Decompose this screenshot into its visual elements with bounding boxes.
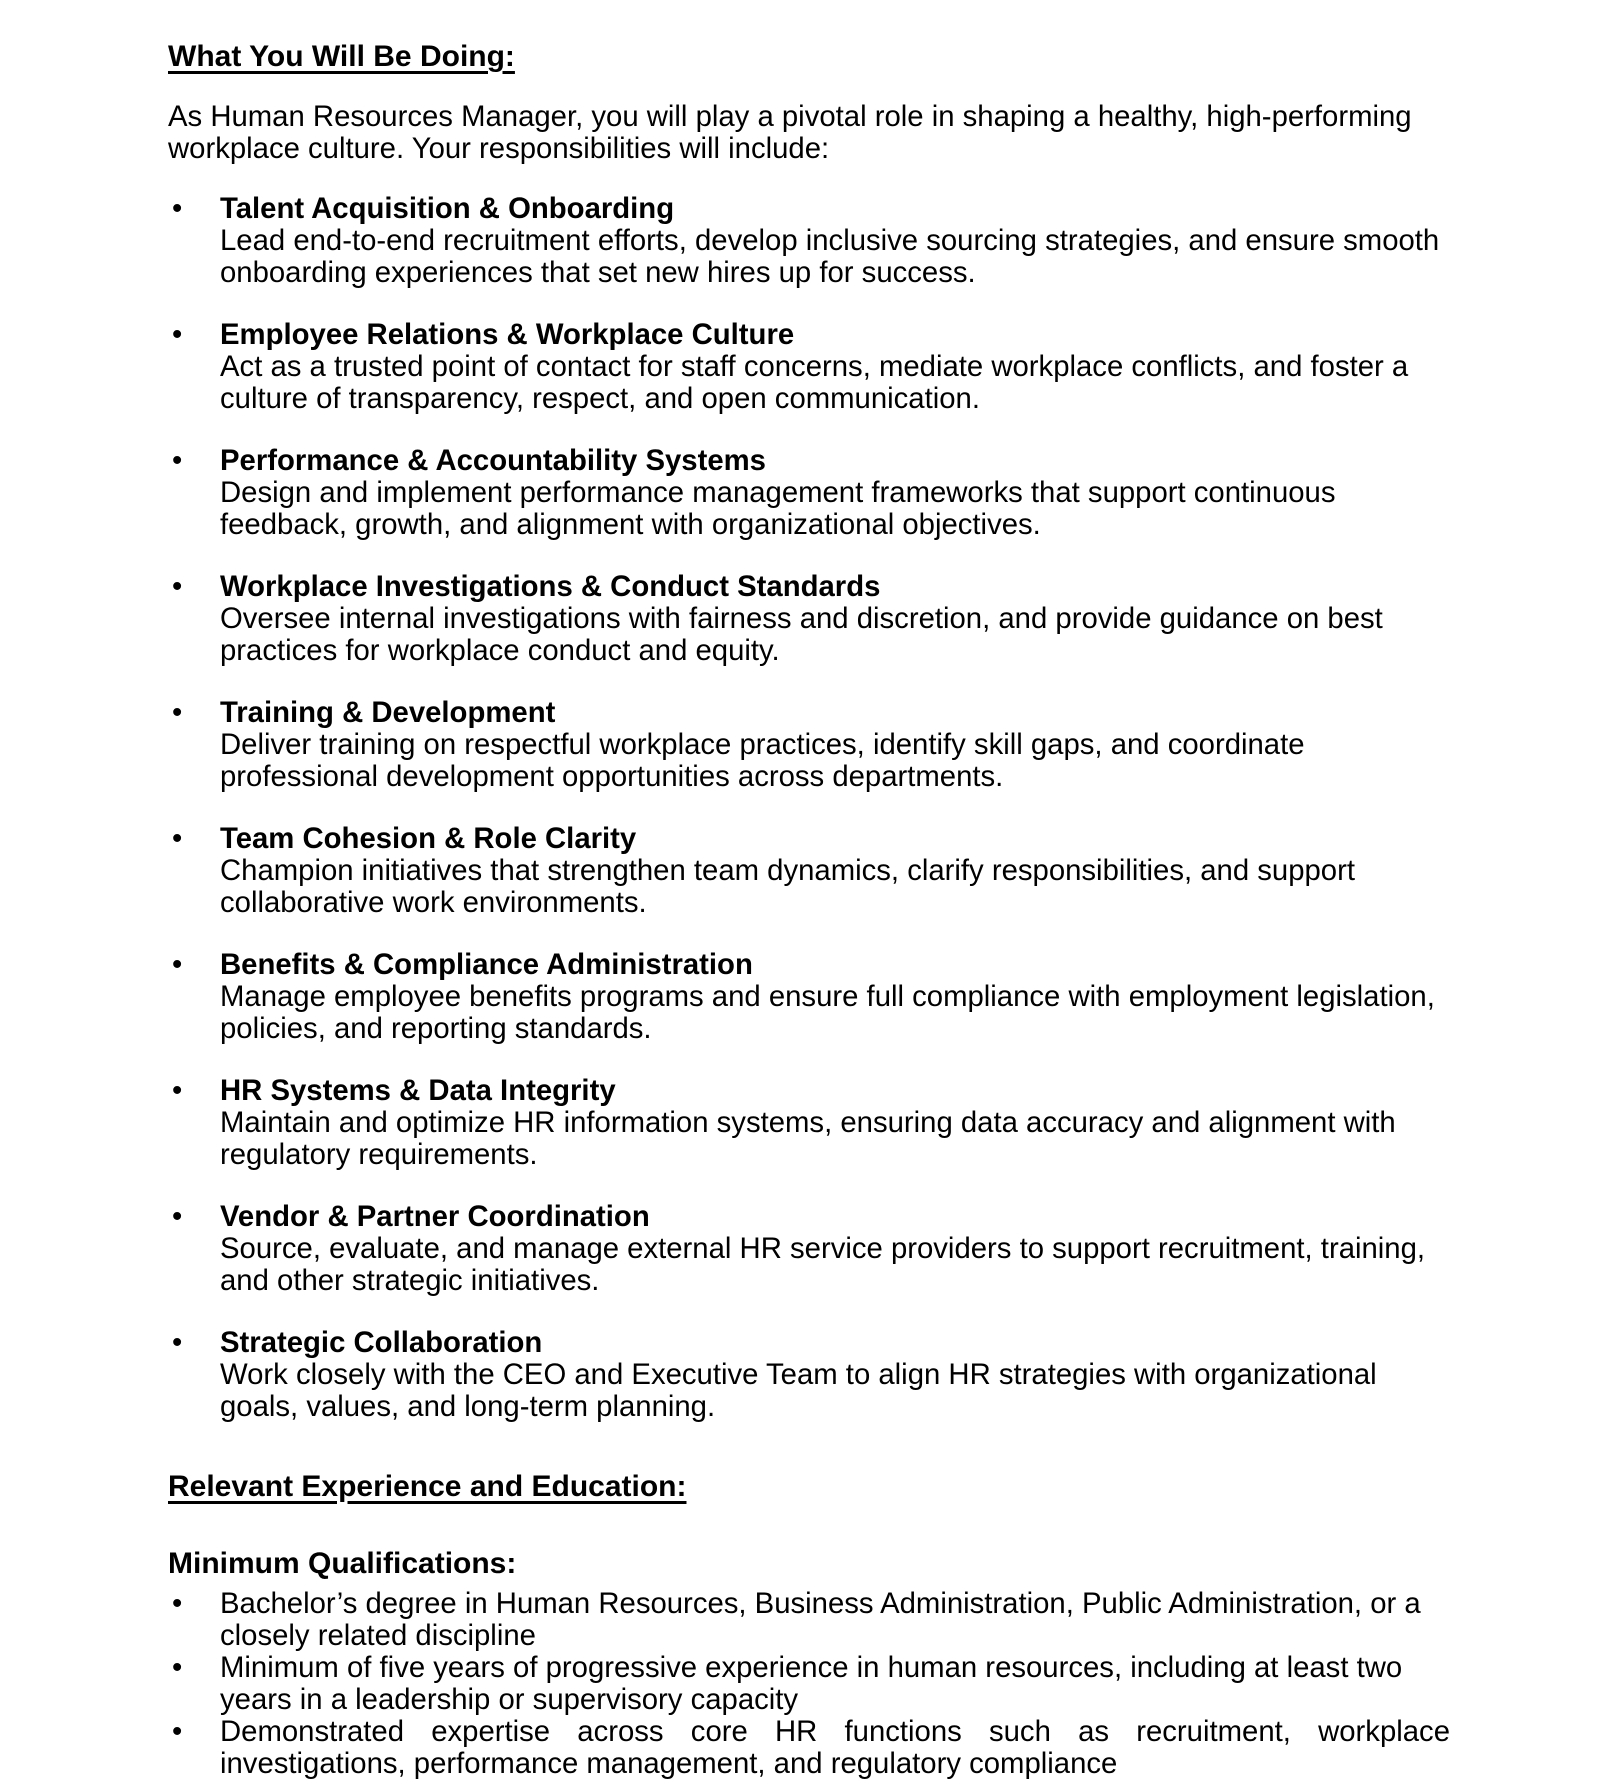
list-item [168, 319, 1450, 415]
list-item [168, 1327, 1450, 1423]
section-what-you-will-be-doing [168, 40, 1450, 101]
responsibility-title: Training & Development [220, 696, 556, 729]
responsibility-desc: Maintain and optimize HR information systems, ensuring data accuracy and alignment with regulatory requirements. [220, 1106, 1396, 1171]
bullet-icon: • [172, 318, 183, 351]
qualification-text: Demonstrated expertise across core HR functions such as recruitment, workplace investigations, performance management, and regulatory compliance [220, 1715, 1450, 1780]
list-item [168, 1652, 1450, 1716]
bullet-icon: • [172, 1326, 183, 1359]
responsibility-title: Performance & Accountability Systems [220, 444, 766, 477]
responsibility-title: HR Systems & Data Integrity [220, 1074, 616, 1107]
qualifications-list [168, 1588, 1450, 1780]
responsibility-desc: Work closely with the CEO and Executive Team to align HR strategies with organizational goals, values, and long-term planning. [220, 1358, 1377, 1423]
responsibility-desc: Act as a trusted point of contact for staff concerns, mediate workplace conflicts, and foster a culture of transparency, respect, and open communication. [220, 350, 1409, 415]
responsibility-title: Team Cohesion & Role Clarity [220, 822, 637, 855]
responsibility-desc: Oversee internal investigations with fairness and discretion, and provide guidance on best practices for workplace conduct and equity. [220, 602, 1383, 667]
intro-paragraph: As Human Resources Manager, you will play a pivotal role in shaping a healthy, high-performing workplace culture. Your responsibilities will include: [168, 100, 1412, 165]
qualification-text: Minimum of five years of progressive experience in human resources, including at least two years in a leadership or supervisory capacity [220, 1651, 1403, 1716]
responsibility-desc: Design and implement performance management frameworks that support continuous feedback, growth, and alignment with organizational objectives. [220, 476, 1336, 541]
responsibility-desc: Source, evaluate, and manage external HR service providers to support recruitment, training, and other strategic initiatives. [220, 1232, 1426, 1297]
responsibility-title: Benefits & Compliance Administration [220, 948, 753, 981]
list-item [168, 949, 1450, 1045]
section-heading-relevant-experience: Relevant Experience and Education: [168, 1470, 687, 1503]
section-heading-what-you-will-be-doing: What You Will Be Doing: [168, 40, 515, 73]
list-item [168, 1716, 1450, 1780]
bullet-icon: • [172, 1651, 183, 1684]
minimum-qualifications-subheading: Minimum Qualifications: [168, 1547, 517, 1580]
bullet-icon: • [172, 1715, 183, 1748]
bullet-icon: • [172, 192, 183, 225]
list-item [168, 571, 1450, 667]
responsibility-title: Strategic Collaboration [220, 1326, 543, 1359]
list-item [168, 445, 1450, 541]
responsibility-title: Employee Relations & Workplace Culture [220, 318, 795, 351]
qualification-text: Bachelor’s degree in Human Resources, Business Administration, Public Administration, or a closely related discipline [220, 1587, 1421, 1652]
responsibility-title: Workplace Investigations & Conduct Standards [220, 570, 881, 603]
bullet-icon: • [172, 948, 183, 981]
bullet-icon: • [172, 696, 183, 729]
bullet-icon: • [172, 444, 183, 477]
section-relevant-experience [168, 1470, 1450, 1531]
responsibility-desc: Deliver training on respectful workplace practices, identify skill gaps, and coordinate professional development opportunities across departments. [220, 728, 1305, 793]
bullet-icon: • [172, 822, 183, 855]
list-item [168, 823, 1450, 919]
list-item [168, 1588, 1450, 1652]
responsibility-desc: Manage employee benefits programs and ensure full compliance with employment legislation, policies, and reporting standards. [220, 980, 1435, 1045]
bullet-icon: • [172, 1587, 183, 1620]
bullet-icon: • [172, 1074, 183, 1107]
list-item [168, 1075, 1450, 1171]
responsibility-desc: Champion initiatives that strengthen team dynamics, clarify responsibilities, and support collaborative work environments. [220, 854, 1355, 919]
responsibility-desc: Lead end-to-end recruitment efforts, develop inclusive sourcing strategies, and ensure smooth onboarding experiences that set new hires up for success. [220, 224, 1440, 289]
responsibilities-list [168, 193, 1450, 1423]
list-item [168, 697, 1450, 793]
bullet-icon: • [172, 570, 183, 603]
list-item [168, 1201, 1450, 1297]
bullet-icon: • [172, 1200, 183, 1233]
responsibility-title: Talent Acquisition & Onboarding [220, 192, 675, 225]
responsibility-title: Vendor & Partner Coordination [220, 1200, 650, 1233]
list-item [168, 193, 1450, 289]
